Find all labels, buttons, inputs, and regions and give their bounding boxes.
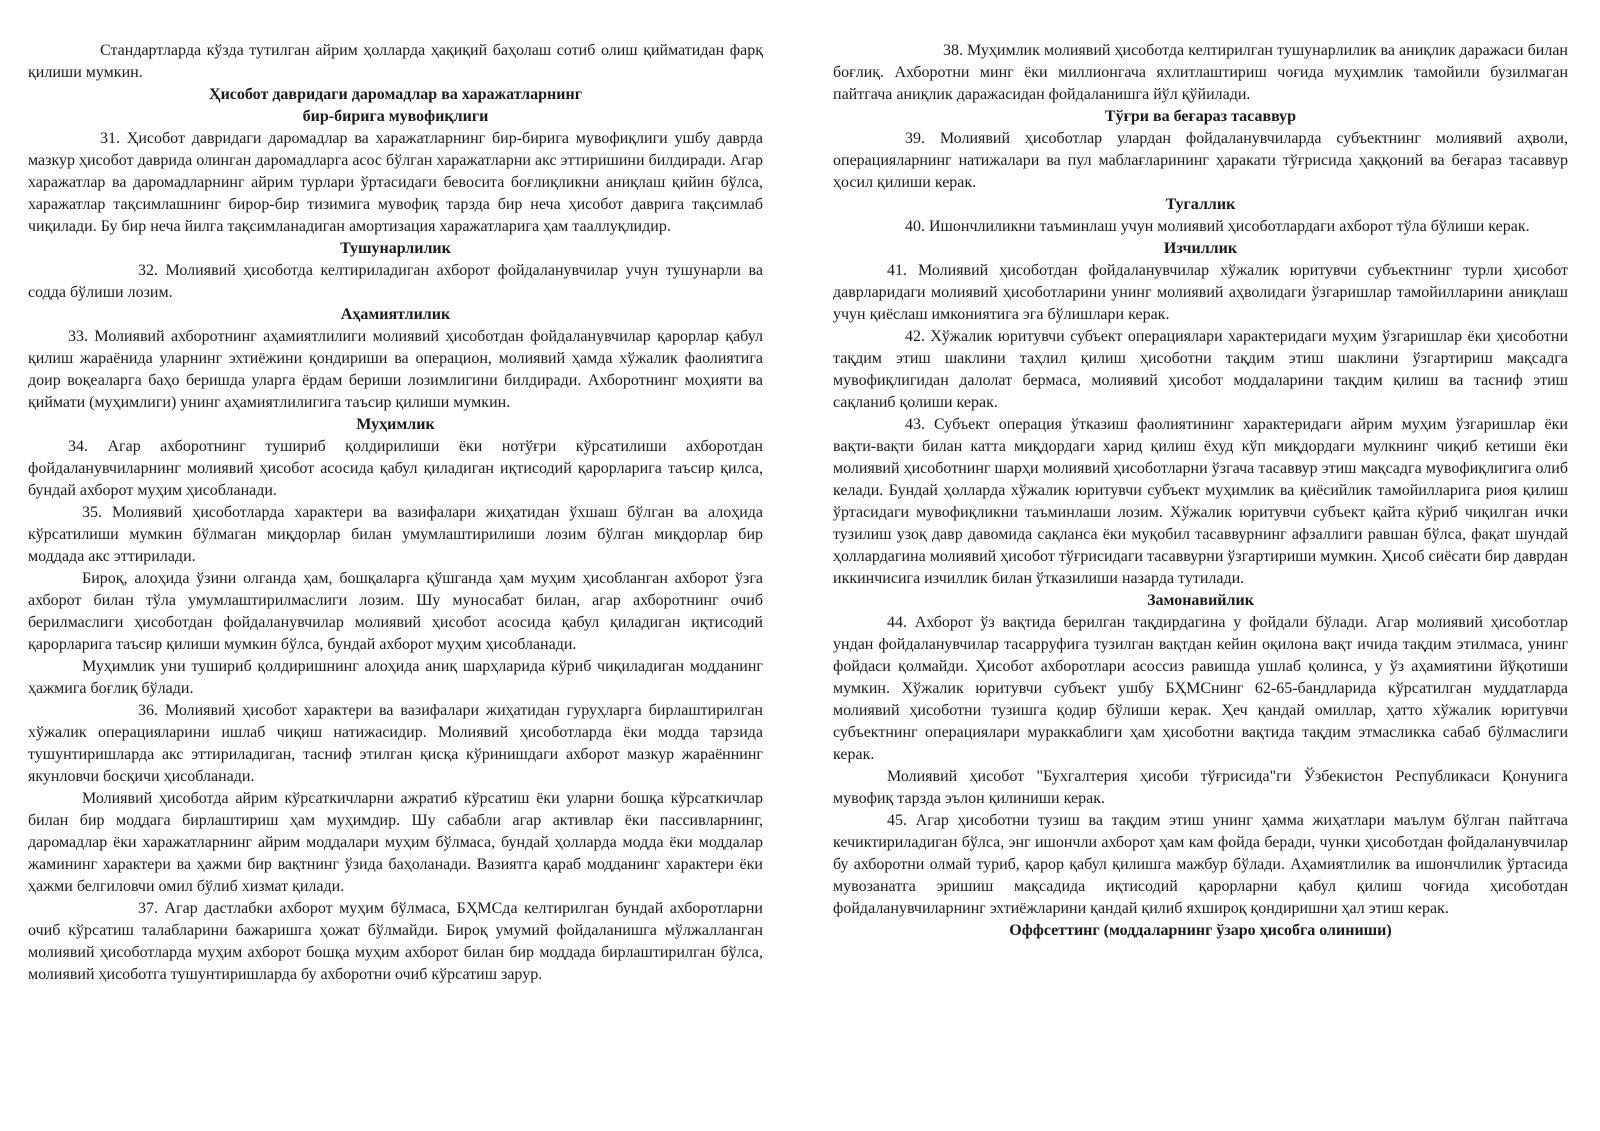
paragraph: 32. Молиявий ҳисоботда келтириладиган ахборот фойдаланувчилар учун тушунарли ва содда бўлиши лозим. [28,262,763,301]
paragraph: 35. Молиявий ҳисоботларда характери ва вазифалари жиҳатидан ўхшаш бўлган ва алоҳида кўрсатилиши мумкин бўлмаган миқдорлар билан умумлаштирилиши лозим бўлган миқдорлар бир моддада акс эттирилади. [28,504,763,565]
paragraph: 42. Хўжалик юритувчи субъект операциялари характеридаги муҳим ўзгаришлар ёки ҳисоботни тақдим этиш шаклини таҳлил қилиш ҳисоботни тақдим этиш шаклини ўзгартириш мақсадга мувофиқлигидан далолат бермаса, молиявий ҳисобот моддаларини тақдим қилиш ва тасниф этиш сақланиб қолиши керак. [833,328,1568,411]
section-heading: Тушунарлилик [340,240,451,257]
paragraph: 36. Молиявий ҳисобот характери ва вазифалари жиҳатидан гуруҳларга бирлаштирилган хўжалик операцияларини ишлаб чиқиш натижасидир. Молиявий ҳисоботларда ёки модда тарзида тушунтиришларда акс эттириладиган, тасниф этилган қисқа кўринишдаги ахборот мазкур жараённинг якунловчи босқичи ҳисобланади. [28,702,763,785]
paragraph: 33. Молиявий ахборотнинг аҳамиятлилиги молиявий ҳисоботдан фойдаланувчилар қарорлар қабул қилиш жараёнида уларнинг эхтиёжини қондириши ва операцион, молиявий ҳамда хўжалик фаолиятига доир воқеаларга баҳо беришда уларга ёрдам бериши лозимлигини билдиради. Ахборотнинг моҳияти ва қиймати (муҳимлиги) унинг аҳамиятлилигига таъсир қилиши мумкин. [28,328,763,411]
section-heading: Тўғри ва беғараз тасаввур [1104,108,1297,125]
section-heading: Ҳисобот давридаги даромадлар ва харажатларнинг [209,86,582,103]
paragraph: Муҳимлик уни тушириб қолдиришнинг алоҳида аниқ шарҳларида кўриб чиқиладиган модданинг ҳажмига боғлиқ бўлади. [28,658,763,697]
paragraph: 43. Субъект операция ўтказиш фаолиятининг характеридаги айрим муҳим ўзгаришлар ёки вақти-вақти билан катта миқдордаги харид қилиш ёхуд кўп миқдордаги мулкнинг чиқиб кетиши ёки молиявий ҳисоботнинг шарҳи молиявий ҳисоботларни ўзгача тасаввур этиш мақсадга мувофиқлигига олиб келади. Бундай ҳолларда хўжалик юритувчи субъект муҳимлик ва қиёсийлик тамойилларига риоя қилиш ўртасидаги мувофиқликни таъминлаши лозим. Хўжалик юритувчи субъект қайта кўриб чиқилган ички тузилиш узоқ давр давомида сақланса ёки муқобил тасаввурнинг афзаллиги равшан бўлса, фақат шундай ҳоллардагина молиявий ҳисобот тўғрисидаги тасаввурни ўзгартириши мумкин. Ҳисоб сиёсати бир даврдан иккинчисига изчиллик билан ўтказилиши назарда тутилади. [833,416,1568,587]
paragraph: 41. Молиявий ҳисоботдан фойдаланувчилар хўжалик юритувчи субъектнинг турли ҳисобот даврларидаги молиявий ҳисоботларини унинг молиявий аҳволидаги ўзгаришлар тамойилларини аниқлаш учун қиёслаш имкониятига эга бўлишлари керак. [833,262,1568,323]
paragraph: 38. Муҳимлик молиявий ҳисоботда келтирилган тушунарлилик ва аниқлик даражаси билан боғлиқ. Ахборотни минг ёки миллионгача яхлитлаштириш чоғида муҳимлик тамойили бузилмаган пайтгача аниқлик даражасидан фойдаланишга йўл қўйилади. [833,42,1568,103]
section-heading: Муҳимлик [356,416,435,433]
left-column [28,40,763,986]
section-heading: Замонавийлик [1147,592,1254,609]
paragraph: 40. Ишончлиликни таъминлаш учун молиявий ҳисоботлардаги ахборот тўла бўлиши керак. [905,218,1530,235]
section-heading: бир-бирига мувофиқлиги [302,108,489,125]
paragraph: 37. Агар дастлабки ахборот муҳим бўлмаса, БҲМСда келтирилган бундай ахборотларни очиб кўрсатиш талабларини бажаришга ҳожат бўлмайди. Бироқ умумий фойдаланишга мўлжалланган молиявий ҳисоботларда муҳим ахборот бошқа муҳим ахборот билан бир моддада бирлаштирилган бўлса, молиявий ҳисоботга тушунтиришларда бу ахборотни очиб кўрсатиш зарур. [28,900,763,983]
section-heading: Изчиллик [1163,240,1238,257]
paragraph: 34. Агар ахборотнинг тушириб қолдирилиши ёки нотўғри кўрсатилиши ахборотдан фойдаланувчиларнинг молиявий ҳисобот асосида қабул қиладиган иқтисодий қарорларига таъсир қилса, бундай ахборот муҳим ҳисобланади. [28,438,763,499]
paragraph: 45. Агар ҳисоботни тузиш ва тақдим этиш унинг ҳамма жиҳатлари маълум бўлган пайтгача кечиктириладиган бўлса, энг ишончли ахборот ҳам кам фойда беради, чунки ҳисоботдан фойдаланувчилар бу ахборотни олмай туриб, қарор қабул қилишга мажбур бўлади. Аҳамиятлилик ва ишончлилик ўртасида мувозанатга эришиш мақсадида иқтисодий қарорларни қабул қилиш чоғида ҳисоботдан фойдаланувчиларнинг эхтиёжларини қандай қилиб яхшироқ қондиришни ҳал этиш керак. [833,812,1568,917]
right-column [833,40,1568,942]
paragraph: Бироқ, алоҳида ўзини олганда ҳам, бошқаларга қўшганда ҳам муҳим ҳисобланган ахборот ўзга ахборот билан тўла умумлаштирилмаслиги лозим. Шу муносабат билан, агар ахборотнинг очиб берилмаслиги ҳисоботдан фойдаланувчилар молиявий ҳисобот асосида қабул қиладиган иқтисодий қарорларига таъсир қилиши мумкин бўлса, бундай ахборот муҳим ҳисобланади. [28,570,763,653]
paragraph: 39. Молиявий ҳисоботлар улардан фойдаланувчиларда субъектнинг молиявий аҳволи, операцияларнинг натижалари ва пул маблағларининг ҳаракати тўғрисида ҳаққоний ва беғараз тасаввур ҳосил қилиши керак. [833,130,1568,191]
section-heading: Аҳамиятлилик [340,306,451,323]
section-heading: Тугаллик [1165,196,1236,213]
section-heading: Оффсеттинг (моддаларнинг ўзаро ҳисобга олиниши) [1009,922,1392,939]
paragraph: Молиявий ҳисоботда айрим кўрсаткичларни ажратиб кўрсатиш ёки уларни бошқа кўрсаткичлар билан бир моддага бирлаштириш ҳам муҳимдир. Шу сабабли агар активлар ёки пассивларнинг, даромадлар ёки харажатларнинг айрим моддалари муҳим бўлмаса, бундай ҳолларда модда ёки моддалар жамининг характери ва ҳажми бир вақтнинг ўзида баҳоланади. Вазиятга қараб модданинг характери ёки ҳажми белгиловчи омил бўлиб хизмат қилади. [28,790,763,895]
paragraph: Стандартларда кўзда тутилган айрим ҳолларда ҳақиқий баҳолаш сотиб олиш қийматидан фарқ қилиши мумкин. [28,42,763,81]
paragraph: 44. Ахборот ўз вақтида берилган тақдирдагина у фойдали бўлади. Агар молиявий ҳисоботлар ундан фойдаланувчилар тасарруфига тузилган вақтдан кейин оқилона вақт ичида тақдим этилмаса, унинг фойдаси қолмайди. Ҳисобот ахборотлари асоссиз равишда ушлаб қолинса, у ўз аҳамиятини йўқотиши мумкин. Хўжалик юритувчи субъект ушбу БҲМСнинг 62-65-бандларида кўрсатилган муддатларда молиявий ҳисоботни тузишга қодир бўлиши керак. Ҳеч қандай омиллар, ҳатто хўжалик юритувчи субъектнинг операциялари мураккаблиги ҳам ҳисоботни вақтида тақдим этмасликка сабаб бўлмаслиги керак. [833,614,1568,763]
paragraph: 31. Ҳисобот давридаги даромадлар ва харажатларнинг бир-бирига мувофиқлиги ушбу даврда мазкур ҳисобот даврида олинган даромадларга асос бўлган харажатларни акс эттиришини билдиради. Агар харажатлар ва даромадларнинг айрим турлари ўртасидаги бевосита боғлиқликни аниқлаш қийин бўлса, харажатлар тақсимлашнинг бирор-бир тизимига мувофиқ тарзда бир неча ҳисобот даврига тақсимлаб чиқилади. Бу бир неча йилга тақсимланадиган амортизация харажатларига ҳам тааллуқлидир. [28,130,763,235]
paragraph: Молиявий ҳисобот "Бухгалтерия ҳисоби тўғрисида"ги Ўзбекистон Республикаси Қонунига мувофиқ тарзда эълон қилиниши керак. [833,768,1568,807]
